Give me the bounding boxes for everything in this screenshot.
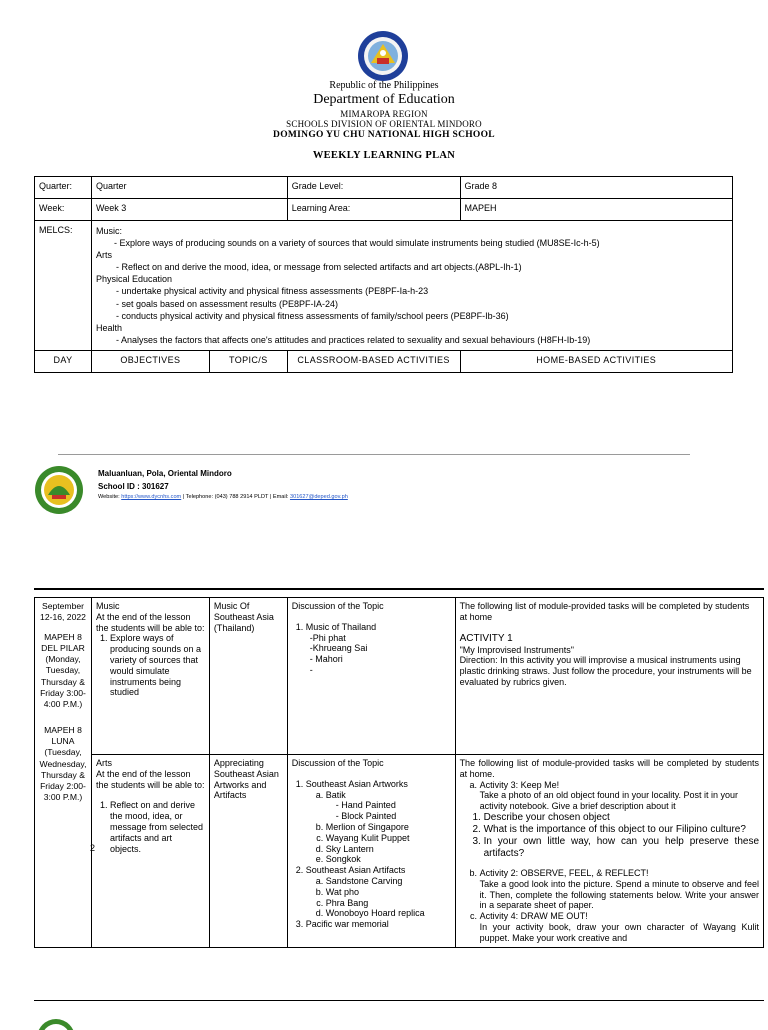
arts-class-2d: d. Wonoboyo Hoard replica [326, 908, 451, 919]
arts-class-2b: b. Wat pho [326, 887, 451, 898]
quarter-label: Quarter: [35, 177, 92, 199]
quarter-row [35, 177, 733, 199]
day-cell [35, 598, 92, 948]
music-class-1a: -Phi phat [309, 632, 346, 643]
week-label: Week: [35, 199, 92, 221]
melcs-pe-3: - conducts physical activity and physical fitness assessments of family/school peers (PE8PF-Ib-36) [115, 310, 509, 321]
arts-topic: Appreciating Southeast Asian Artworks and Artifacts [209, 755, 287, 948]
arts-home-a: Activity 3: Keep Me! [479, 779, 560, 790]
melcs-arts-1: - Reflect on and derive the mood, idea, or message from selected artifacts and art objects.(A8PL-Ih-1) [115, 262, 522, 273]
arts-class-1-item [306, 779, 451, 865]
department-name: Department of Education [313, 92, 455, 107]
arts-obj-num2: 2 [89, 843, 95, 854]
day-sec1-6: Friday 3:00- [40, 688, 86, 699]
arts-class-2c: c. Phra Bang [326, 898, 451, 909]
music-obj-1: 1. Explore ways of producing sounds on a variety of sources that would simulate instruments being studied [110, 633, 205, 698]
music-class-head: Discussion of the Topic [291, 601, 384, 611]
arts-class-2-item [306, 865, 451, 919]
day-sec1-3: (Monday, [45, 654, 81, 665]
arts-home-c: Activity 4: DRAW ME OUT! [479, 911, 588, 922]
page-divider [58, 454, 690, 455]
arts-row [35, 755, 764, 948]
music-topic: Music Of Southeast Asia (Thailand) [209, 598, 287, 755]
website-link[interactable]: https://www.dycnhs.com [121, 494, 182, 500]
republic-line: Republic of the Philippines [329, 80, 439, 91]
music-obj-head: Music [95, 601, 120, 611]
melcs-pe-head: Physical Education [95, 274, 172, 285]
day-sec1-7: 4:00 P.M.) [43, 699, 83, 710]
music-home [455, 598, 763, 755]
arts-obj-head: Arts [95, 758, 112, 768]
arts-class-2a: a. Sandstone Carving [326, 876, 451, 887]
music-home-direction: Direction: In this activity you will improvise a musical instruments using plastic drinking straws. Just follow the procedure, your instruments will be evaluated by rubrics given. [459, 655, 752, 687]
area-value: MAPEH [460, 199, 733, 221]
arts-class-1a: Batik [325, 789, 346, 800]
school-address: Maluanluan, Pola, Oriental Mindoro [98, 469, 232, 478]
melcs-health-head: Health [95, 322, 122, 333]
music-class-1d: - [309, 664, 313, 675]
day-sec2-3: (Tuesday, [44, 747, 82, 758]
music-home-intro: The following list of module-provided tasks will be completed by students at home [459, 601, 750, 622]
arts-obj-intro: At the end of the lesson the students will be able to: [95, 768, 205, 790]
arts-class-1e: e. Songkok [326, 854, 451, 865]
melcs-arts-head: Arts [95, 250, 112, 261]
arts-class-3: 3. Pacific war memorial [306, 919, 451, 930]
melcs-content [91, 221, 732, 351]
music-home-activity: ACTIVITY 1 [459, 632, 513, 644]
music-classroom [287, 598, 455, 755]
phone-text: | Telephone: (043) 788 2914 PLDT | Email: [181, 494, 290, 500]
deped-seal-icon [357, 30, 409, 82]
quarter-value: Quarter [91, 177, 287, 199]
area-label: Learning Area: [287, 199, 460, 221]
email-link[interactable]: 301627@deped.gov.ph [289, 494, 348, 500]
day-sec2-2: LUNA [51, 735, 75, 746]
day-sec1-5: Thursday & [41, 676, 85, 687]
melcs-music-1: - Explore ways of producing sounds on a variety of sources that would simulate instruments being studied (MU8SE-Ic-h-5) [113, 238, 600, 249]
arts-home-a-text: Take a photo of an old object found in your locality. Post it in your activity notebook. Give a brief description about it [479, 790, 739, 812]
day-date-1: September [41, 601, 85, 611]
day-sec1-2: DEL PILAR [41, 642, 85, 653]
region-name: MIMAROPA REGION [340, 109, 428, 119]
document-title: WEEKLY LEARNING PLAN [312, 150, 456, 161]
arts-class-1a-item [326, 790, 451, 822]
page-break-rule [34, 588, 764, 590]
melcs-pe-1: - undertake physical activity and physical fitness assessments (PE8PF-Ia-h-23 [115, 286, 429, 297]
school-id: School ID : 301627 [98, 482, 169, 491]
column-header-row [35, 350, 733, 372]
arts-class-1: Southeast Asian Artworks [305, 778, 408, 789]
arts-home-b-text: Take a good look into the picture. Spend a minute to observe and feel it. Then, complete the following statements below. Write your answer in a separate sheet of paper. [479, 878, 759, 911]
arts-class-1d: d. Sky Lantern [326, 844, 451, 855]
activities-table [34, 597, 764, 948]
arts-home [455, 755, 763, 948]
day-sec2-5: Thursday & [41, 769, 85, 780]
arts-home-b-item [480, 868, 759, 911]
week-row [35, 199, 733, 221]
music-home-activity-title: "My Improvised Instruments" [459, 644, 574, 655]
melcs-pe-2: - set goals based on assessment results (PE8PF-IA-24) [115, 298, 339, 309]
music-row [35, 598, 764, 755]
col-home: HOME-BASED ACTIVITIES [460, 350, 733, 372]
arts-home-c-text: In your activity book, draw your own character of Wayang Kulit puppet. Make your work creative and [479, 921, 759, 943]
day-date-2: 12-16, 2022 [40, 612, 86, 623]
website-label: Website: [98, 494, 122, 500]
col-objectives: OBJECTIVES [91, 350, 209, 372]
music-class-1: 1. Music of Thailand [306, 622, 451, 633]
music-objectives [91, 598, 209, 755]
info-table [34, 176, 733, 373]
day-sec2-7: 3:00 P.M.) [43, 792, 83, 803]
arts-home-q2: 2. What is the importance of this object to our Filipino culture? [484, 824, 759, 836]
division-name: SCHOOLS DIVISION OF ORIENTAL MINDORO [286, 119, 482, 129]
arts-class-2: Southeast Asian Artifacts [305, 865, 406, 876]
day-sec2-1: MAPEH 8 [44, 724, 82, 735]
school-logo-icon [34, 465, 84, 515]
melcs-label: MELCS: [35, 221, 92, 351]
week-value: Week 3 [91, 199, 287, 221]
day-sec1-4: Tuesday, [45, 665, 81, 676]
day-sec2-4: Wednesday, [39, 758, 87, 769]
music-class-1c: - Mahori [309, 654, 343, 665]
melcs-health-1: - Analyses the factors that affects one's attitudes and practices related to sexuality and sexual behaviours (H8FH-Ib-19) [115, 334, 591, 345]
arts-class-head: Discussion of the Topic [291, 758, 384, 768]
col-topics: TOPIC/S [209, 350, 287, 372]
school-name: DOMINGO YU CHU NATIONAL HIGH SCHOOL [273, 130, 495, 140]
music-class-1b: -Khrueang Sai [309, 643, 368, 654]
col-day: DAY [35, 350, 92, 372]
arts-class-1b: b. Merlion of Singapore [326, 822, 451, 833]
col-classroom: CLASSROOM-BASED ACTIVITIES [287, 350, 460, 372]
arts-obj-1: 1. Reflect on and derive the mood, idea, or message from selected artifacts and art objects. [110, 800, 205, 854]
day-sec1-1: MAPEH 8 [44, 631, 82, 642]
grade-value: Grade 8 [460, 177, 733, 199]
arts-home-a-item [480, 780, 759, 812]
contact-line [98, 494, 348, 500]
next-page-seal-icon [36, 1018, 76, 1030]
arts-home-q1: 1. Describe your chosen object [484, 812, 759, 824]
arts-classroom [287, 755, 455, 948]
bottom-rule [34, 1000, 764, 1001]
arts-home-b: Activity 2: OBSERVE, FEEL, & REFLECT! [479, 867, 649, 878]
arts-home-q3: 3. In your own little way, how can you help preserve these artifacts? [484, 836, 759, 860]
melcs-row [35, 221, 733, 351]
music-obj-intro: At the end of the lesson the students will be able to: [95, 611, 205, 633]
arts-class-1a2: - Block Painted [336, 811, 451, 822]
melcs-music-head: Music: [95, 226, 122, 236]
arts-objectives [91, 755, 209, 948]
day-sec2-6: Friday 2:00- [40, 781, 86, 792]
arts-home-intro: The following list of module-provided tasks will be completed by students at home. [459, 758, 759, 779]
arts-class-1a1: - Hand Painted [336, 800, 451, 811]
grade-label: Grade Level: [287, 177, 460, 199]
arts-home-c-item [480, 911, 759, 943]
arts-class-1c: c. Wayang Kulit Puppet [326, 833, 451, 844]
